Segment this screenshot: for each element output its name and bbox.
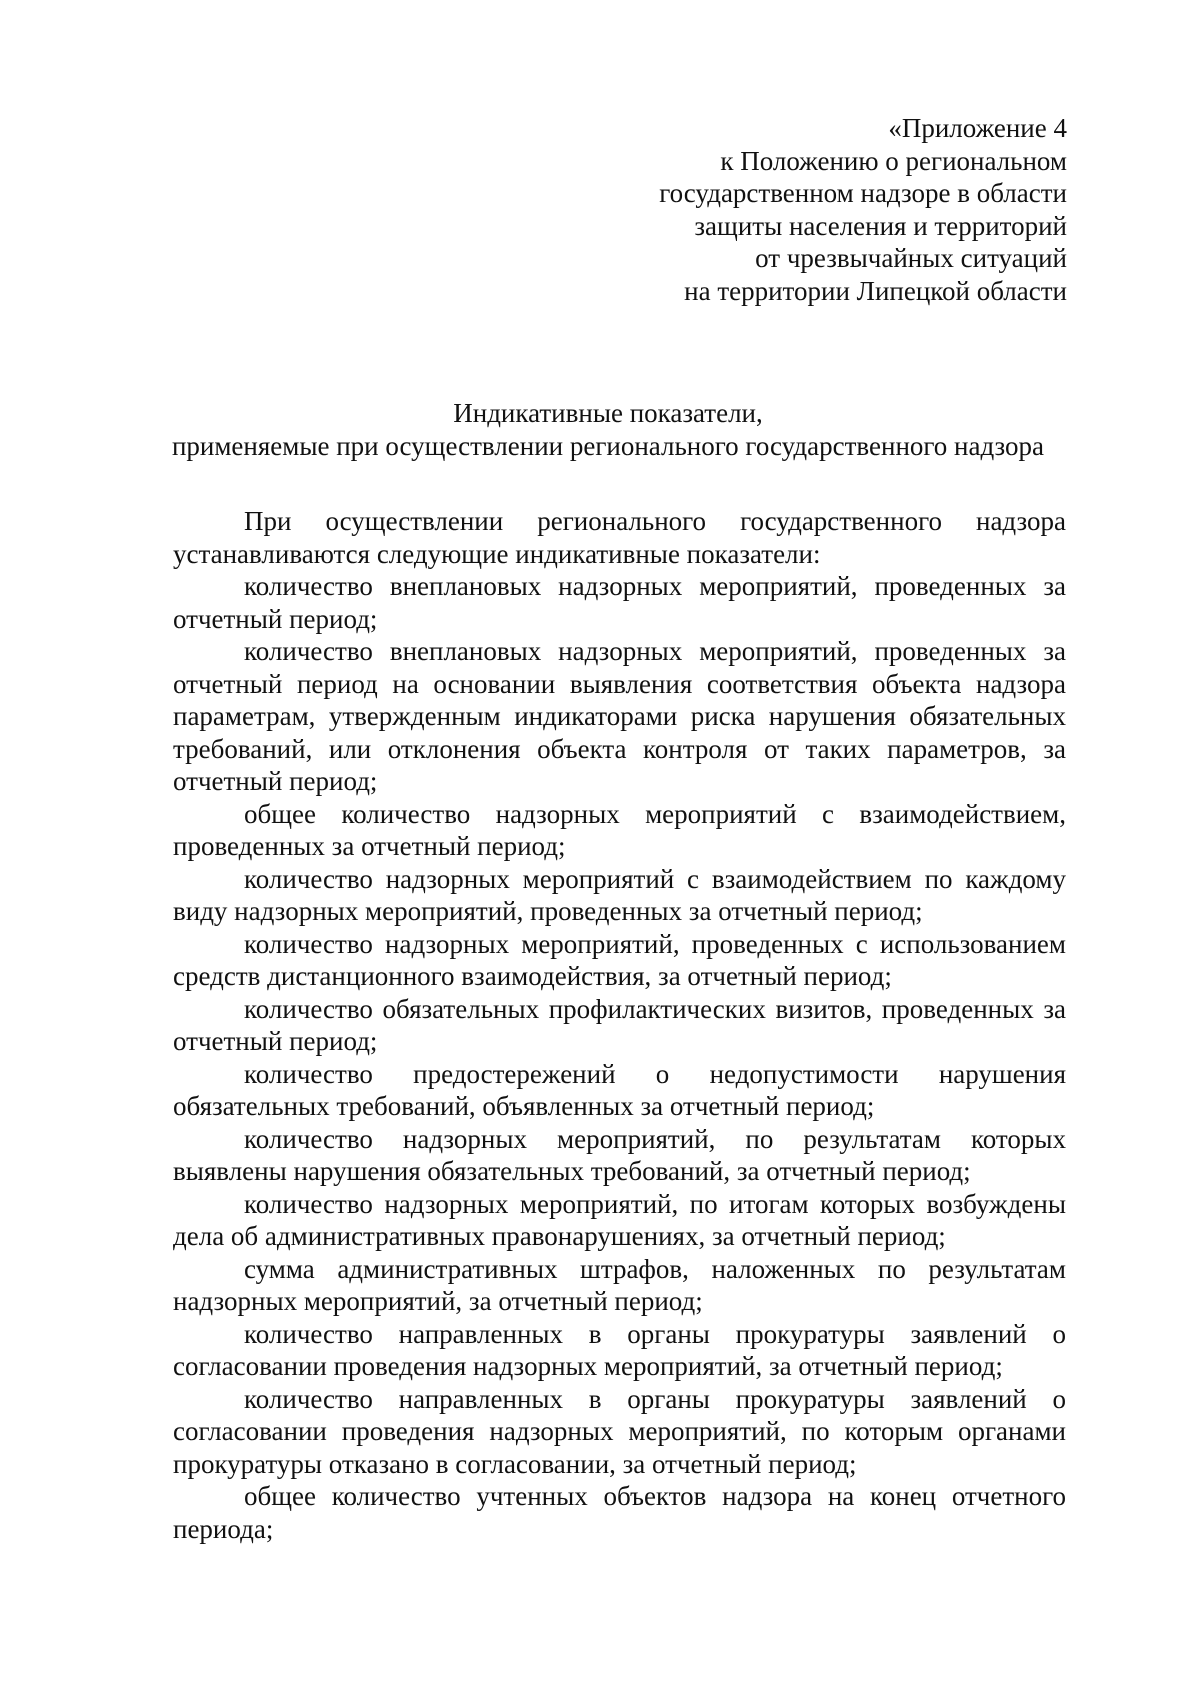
indicator-item: количество направленных в органы прокуратуры заявлений о согласовании проведения надзорных мероприятий, за отчетный период;	[173, 1318, 1066, 1381]
indicator-item: сумма административных штрафов, наложенных по результатам надзорных мероприятий, за отчетный период;	[173, 1253, 1066, 1316]
appendix-line: от чрезвычайных ситуаций	[755, 243, 1067, 273]
appendix-header	[659, 112, 1067, 307]
title-line-2: применяемые при осуществлении регионального государственного надзора	[171, 430, 1045, 461]
indicator-item: общее количество учтенных объектов надзора на конец отчетного периода;	[173, 1481, 1066, 1544]
indicator-item: количество надзорных мероприятий, по результатам которых выявлены нарушения обязательных требований, за отчетный период;	[173, 1123, 1066, 1186]
indicator-item: количество надзорных мероприятий, проведенных с использованием средств дистанционного взаимодействия, за отчетный период;	[173, 928, 1066, 991]
title-line-1: Индикативные показатели,	[453, 398, 763, 428]
appendix-line: государственном надзоре в области	[659, 178, 1067, 208]
indicator-item: количество предостережений о недопустимости нарушения обязательных требований, объявленных за отчетный период;	[173, 1058, 1066, 1121]
document-body	[173, 505, 1066, 1545]
indicator-item: количество внеплановых надзорных мероприятий, проведенных за отчетный период;	[173, 571, 1066, 634]
indicator-item: количество внеплановых надзорных мероприятий, проведенных за отчетный период на основании выявления соответствия объекта надзора параметрам, утвержденным индикаторами риска нарушения обязательных требований, или отклонения объекта контроля от таких параметров, за отчетный период;	[173, 636, 1066, 796]
appendix-line: на территории Липецкой области	[684, 275, 1067, 306]
appendix-line: защиты населения и территорий	[694, 210, 1067, 241]
appendix-line: «Приложение 4	[888, 113, 1067, 143]
indicator-item: количество обязательных профилактических визитов, проведенных за отчетный период;	[173, 993, 1066, 1056]
indicator-item: количество направленных в органы прокуратуры заявлений о согласовании проведения надзорных мероприятий, по которым органами прокуратуры отказано в согласовании, за отчетный период;	[173, 1383, 1066, 1479]
appendix-line: к Положению о региональном	[720, 145, 1067, 176]
paragraph-intro: При осуществлении регионального государственного надзора устанавливаются следующие индикативные показатели:	[173, 506, 1066, 569]
document-title	[150, 397, 1066, 462]
indicator-item: общее количество надзорных мероприятий с взаимодействием, проведенных за отчетный период;	[173, 798, 1066, 861]
indicator-item: количество надзорных мероприятий с взаимодействием по каждому виду надзорных мероприятий, проведенных за отчетный период;	[173, 863, 1066, 926]
indicator-item: количество надзорных мероприятий, по итогам которых возбуждены дела об административных правонарушениях, за отчетный период;	[173, 1188, 1066, 1251]
